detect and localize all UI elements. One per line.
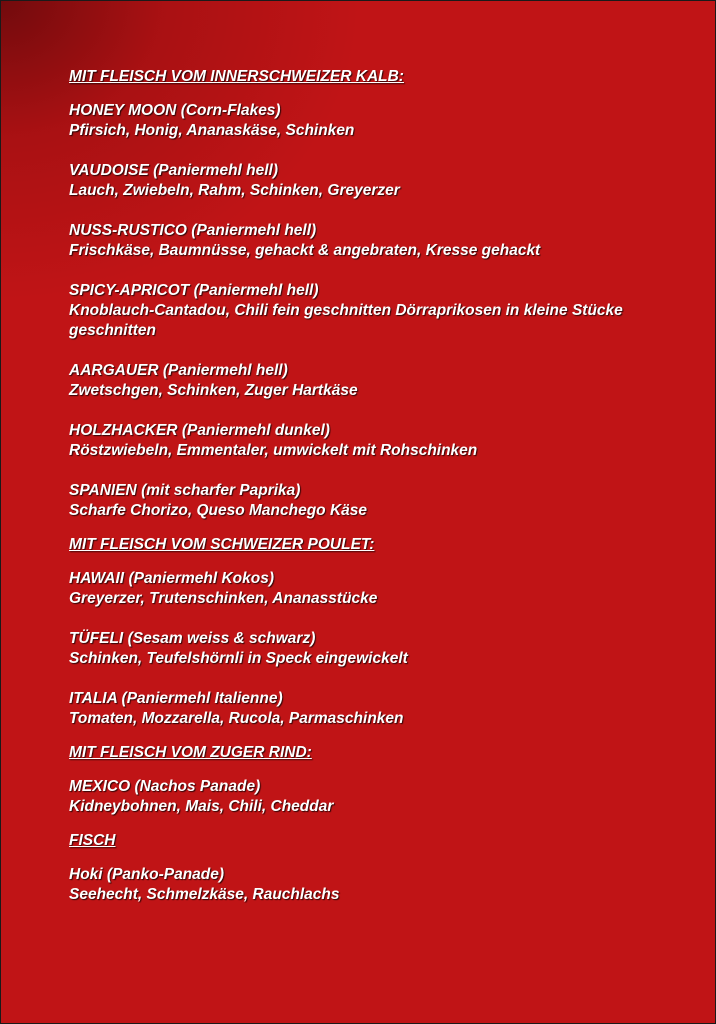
item-description: Röstzwiebeln, Emmentaler, umwickelt mit Rohschinken [69, 442, 478, 459]
item-description: Lauch, Zwiebeln, Rahm, Schinken, Greyerzer [69, 182, 400, 199]
menu-content [69, 67, 689, 919]
section-title: MIT FLEISCH VOM SCHWEIZER POULET: [69, 536, 375, 553]
item-name: HOLZHACKER [69, 422, 178, 439]
item-coating: (Panko-Panade) [106, 866, 225, 883]
menu-item [69, 281, 689, 341]
item-name: SPANIEN [69, 482, 137, 499]
item-description: Knoblauch-Cantadou, Chili fein geschnitten Dörraprikosen in kleine Stücke geschnitten [69, 302, 623, 339]
item-coating: (Paniermehl dunkel) [181, 422, 330, 439]
item-coating: (Paniermehl hell) [162, 362, 288, 379]
item-name: TÜFELI [69, 630, 124, 647]
item-coating: (Nachos Panade) [134, 778, 261, 795]
item-coating: (Paniermehl hell) [193, 282, 319, 299]
item-description: Pfirsich, Honig, Ananaskäse, Schinken [69, 122, 355, 139]
item-coating: (Paniermehl Kokos) [128, 570, 274, 587]
item-description: Kidneybohnen, Mais, Chili, Cheddar [69, 798, 334, 815]
menu-item [69, 361, 689, 401]
item-description: Schinken, Teufelshörnli in Speck eingewickelt [69, 650, 408, 667]
item-coating: (Corn-Flakes) [180, 102, 281, 119]
menu-item [69, 421, 689, 461]
menu-item [69, 221, 689, 261]
item-description: Greyerzer, Trutenschinken, Ananasstücke [69, 590, 378, 607]
item-description: Frischkäse, Baumnüsse, gehackt & angebraten, Kresse gehackt [69, 242, 541, 259]
menu-item [69, 689, 689, 729]
item-description: Tomaten, Mozzarella, Rucola, Parmaschinken [69, 710, 404, 727]
item-description: Scharfe Chorizo, Queso Manchego Käse [69, 502, 368, 519]
menu-item [69, 569, 689, 609]
item-description: Seehecht, Schmelzkäse, Rauchlachs [69, 886, 340, 903]
item-name: SPICY-APRICOT [69, 282, 190, 299]
section-title: FISCH [69, 832, 116, 849]
item-coating: (mit scharfer Paprika) [141, 482, 301, 499]
item-coating: (Paniermehl hell) [153, 162, 279, 179]
item-name: HONEY MOON [69, 102, 177, 119]
item-name: ITALIA [69, 690, 118, 707]
menu-item [69, 865, 689, 905]
menu-item [69, 777, 689, 817]
menu-item [69, 629, 689, 669]
item-name: NUSS-RUSTICO [69, 222, 187, 239]
menu-item [69, 161, 689, 201]
section-title: MIT FLEISCH VOM ZUGER RIND: [69, 744, 312, 761]
item-name: AARGAUER [69, 362, 159, 379]
item-name: Hoki [69, 866, 103, 883]
item-name: HAWAII [69, 570, 125, 587]
item-coating: (Sesam weiss & schwarz) [127, 630, 316, 647]
item-description: Zwetschgen, Schinken, Zuger Hartkäse [69, 382, 358, 399]
menu-item [69, 481, 689, 521]
item-name: MEXICO [69, 778, 131, 795]
item-coating: (Paniermehl hell) [191, 222, 317, 239]
section-title: MIT FLEISCH VOM INNERSCHWEIZER KALB: [69, 68, 404, 85]
item-name: VAUDOISE [69, 162, 149, 179]
menu-item [69, 101, 689, 141]
item-coating: (Paniermehl Italienne) [121, 690, 283, 707]
